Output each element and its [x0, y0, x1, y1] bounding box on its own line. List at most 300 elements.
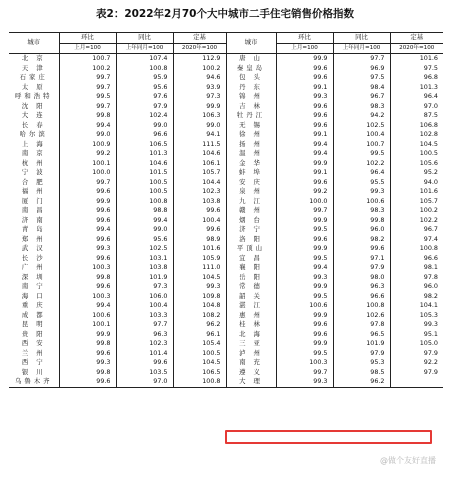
left-mom-cell: 99.2 [59, 149, 116, 159]
header-base-right: 定基 [390, 33, 443, 44]
table-row [9, 206, 443, 216]
right-yoy-cell: 97.5 [333, 73, 390, 83]
left-mom-cell: 99.6 [59, 349, 116, 359]
right-yoy-cell: 101.9 [333, 339, 390, 349]
right-base-cell: 97.9 [390, 349, 443, 359]
right-base-cell: 98.2 [390, 292, 443, 302]
right-city-cell: 扬 州 [226, 140, 276, 150]
right-mom-cell: 99.9 [276, 216, 333, 226]
table-row [9, 320, 443, 330]
left-yoy-cell: 95.6 [116, 83, 173, 93]
right-mom-cell: 99.6 [276, 330, 333, 340]
right-base-cell: 95.2 [390, 168, 443, 178]
left-mom-cell: 100.0 [59, 168, 116, 178]
left-yoy-cell: 97.7 [116, 320, 173, 330]
left-base-cell: 96.1 [173, 330, 226, 340]
left-yoy-cell: 97.9 [116, 102, 173, 112]
left-mom-cell: 99.4 [59, 121, 116, 131]
right-base-cell: 98.1 [390, 263, 443, 273]
table-row [9, 83, 443, 93]
left-city-cell: 哈尔滨 [19, 130, 48, 138]
left-yoy-cell: 101.5 [116, 168, 173, 178]
header-city-left: 城市 [9, 33, 59, 54]
right-yoy-cell: 100.6 [333, 197, 390, 207]
left-base-cell: 104.8 [173, 301, 226, 311]
right-base-cell: 101.6 [390, 54, 443, 64]
left-base-cell: 97.3 [173, 92, 226, 102]
right-base-cell: 105.0 [390, 339, 443, 349]
left-base-cell: 105.4 [173, 339, 226, 349]
left-city-cell: 成 都 [21, 310, 46, 319]
left-base-cell: 104.5 [173, 358, 226, 368]
table-row [9, 330, 443, 340]
right-base-cell: 101.3 [390, 83, 443, 93]
left-city-cell: 南 昌 [21, 206, 46, 214]
left-city-cell: 长 春 [21, 120, 46, 129]
right-base-cell: 94.0 [390, 178, 443, 188]
right-mom-cell: 99.5 [276, 292, 333, 302]
right-mom-cell: 99.7 [276, 368, 333, 378]
right-city-cell: 包 头 [226, 73, 276, 83]
left-yoy-cell: 103.3 [116, 311, 173, 321]
left-base-cell: 106.1 [173, 159, 226, 169]
left-mom-cell: 99.6 [59, 377, 116, 387]
right-base-cell: 97.8 [390, 273, 443, 283]
left-city-cell: 上 海 [21, 139, 46, 148]
left-base-cell: 99.6 [173, 225, 226, 235]
right-base-cell: 92.2 [390, 358, 443, 368]
left-yoy-cell: 96.6 [116, 130, 173, 140]
left-base-cell: 106.3 [173, 111, 226, 121]
header-mom-left: 环比 [59, 33, 116, 44]
left-yoy-cell: 99.0 [116, 225, 173, 235]
right-city-cell: 宜 昌 [226, 254, 276, 264]
right-base-cell: 97.5 [390, 64, 443, 74]
left-city-cell: 福 州 [21, 187, 46, 195]
left-base-cell: 100.8 [173, 377, 226, 387]
left-yoy-cell: 99.6 [116, 358, 173, 368]
left-mom-cell: 99.9 [59, 197, 116, 207]
right-yoy-cell: 98.2 [333, 235, 390, 245]
right-city-cell: 济 宁 [226, 225, 276, 235]
table-row [9, 130, 443, 140]
left-yoy-cell: 106.5 [116, 140, 173, 150]
left-base-cell: 104.5 [173, 273, 226, 283]
left-base-cell: 111.0 [173, 263, 226, 273]
right-city-cell: 丹 东 [226, 83, 276, 93]
right-yoy-cell: 96.9 [333, 64, 390, 74]
right-yoy-cell: 99.6 [333, 244, 390, 254]
left-mom-cell: 100.7 [59, 54, 116, 64]
table-row [9, 339, 443, 349]
table-row [9, 92, 443, 102]
right-yoy-cell: 97.1 [333, 254, 390, 264]
right-mom-cell: 99.6 [276, 320, 333, 330]
right-mom-cell: 99.5 [276, 225, 333, 235]
right-mom-cell: 99.4 [276, 149, 333, 159]
left-base-cell: 96.2 [173, 320, 226, 330]
right-yoy-cell: 95.5 [333, 178, 390, 188]
table-row [9, 102, 443, 112]
table-row [9, 216, 443, 226]
table-row [9, 377, 443, 387]
left-yoy-cell: 97.6 [116, 92, 173, 102]
right-yoy-cell: 100.8 [333, 301, 390, 311]
table-row [9, 254, 443, 264]
left-city-cell: 杭 州 [21, 158, 46, 167]
right-base-cell: 96.0 [390, 282, 443, 292]
left-city-cell: 济 南 [21, 215, 46, 224]
right-base-cell: 105.6 [390, 159, 443, 169]
right-yoy-cell: 98.3 [333, 102, 390, 112]
left-city-cell: 长 沙 [21, 253, 46, 262]
right-yoy-cell: 99.3 [333, 187, 390, 197]
left-mom-cell: 99.8 [59, 111, 116, 121]
right-city-cell: 无 锡 [226, 121, 276, 131]
left-city-cell: 北 京 [21, 54, 46, 62]
right-city-cell: 赣 州 [226, 206, 276, 216]
left-yoy-cell: 103.8 [116, 263, 173, 273]
left-mom-cell: 99.7 [59, 178, 116, 188]
right-city-cell: 桂 林 [226, 320, 276, 330]
right-mom-cell: 99.5 [276, 254, 333, 264]
header-mom-sub-right: 上月=100 [276, 43, 333, 54]
right-mom-cell: 99.6 [276, 178, 333, 188]
left-base-cell: 108.2 [173, 311, 226, 321]
table-row [9, 282, 443, 292]
right-city-cell: 蚌 埠 [226, 168, 276, 178]
right-yoy-cell: 97.9 [333, 263, 390, 273]
left-mom-cell: 99.4 [59, 301, 116, 311]
right-yoy-cell: 102.5 [333, 121, 390, 131]
right-yoy-cell: 99.5 [333, 149, 390, 159]
left-mom-cell: 99.8 [59, 339, 116, 349]
table-row [9, 197, 443, 207]
left-city-cell: 广 州 [21, 263, 46, 271]
table-row [9, 159, 443, 169]
left-base-cell: 109.8 [173, 292, 226, 302]
header-base-sub-right: 2020年=100 [390, 43, 443, 54]
left-base-cell: 94.1 [173, 130, 226, 140]
right-city-cell: 徐 州 [226, 130, 276, 140]
left-mom-cell: 99.7 [59, 102, 116, 112]
left-mom-cell: 99.3 [59, 358, 116, 368]
left-city-cell: 太 原 [21, 82, 46, 91]
left-city-cell: 郑 州 [21, 234, 46, 243]
left-base-cell: 100.2 [173, 64, 226, 74]
right-yoy-cell: 96.4 [333, 168, 390, 178]
left-yoy-cell: 95.6 [116, 235, 173, 245]
right-mom-cell: 99.2 [276, 187, 333, 197]
right-city-cell: 惠 州 [226, 311, 276, 321]
left-mom-cell: 99.7 [59, 83, 116, 93]
right-yoy-cell: 97.9 [333, 349, 390, 359]
right-base-cell: 97.9 [390, 368, 443, 378]
right-yoy-cell: 100.7 [333, 140, 390, 150]
right-base-cell: 102.2 [390, 216, 443, 226]
right-mom-cell: 99.9 [276, 244, 333, 254]
left-mom-cell: 99.0 [59, 130, 116, 140]
table-row [9, 149, 443, 159]
right-mom-cell: 100.3 [276, 358, 333, 368]
left-base-cell: 99.6 [173, 206, 226, 216]
left-yoy-cell: 97.3 [116, 282, 173, 292]
right-mom-cell: 99.9 [276, 282, 333, 292]
right-city-cell: 泉 州 [226, 187, 276, 197]
right-mom-cell: 99.6 [276, 64, 333, 74]
left-mom-cell: 99.6 [59, 282, 116, 292]
right-yoy-cell: 99.8 [333, 216, 390, 226]
left-city-cell: 兰 州 [21, 348, 46, 357]
left-city-cell: 厦 门 [21, 196, 46, 205]
left-mom-cell: 99.7 [59, 73, 116, 83]
left-city-cell: 贵 阳 [21, 329, 46, 338]
table-row [9, 121, 443, 131]
right-yoy-cell: 96.7 [333, 92, 390, 102]
right-yoy-cell: 95.3 [333, 358, 390, 368]
right-yoy-cell: 94.2 [333, 111, 390, 121]
right-mom-cell: 99.5 [276, 349, 333, 359]
right-city-cell: 三 亚 [226, 339, 276, 349]
right-city-cell: 常 德 [226, 282, 276, 292]
left-mom-cell: 99.6 [59, 254, 116, 264]
table-row [9, 349, 443, 359]
table-row [9, 73, 443, 83]
left-base-cell: 104.4 [173, 178, 226, 188]
right-mom-cell: 99.6 [276, 111, 333, 121]
left-city-cell: 石家庄 [19, 73, 48, 81]
left-yoy-cell: 103.5 [116, 368, 173, 378]
right-base-cell: 104.1 [390, 301, 443, 311]
watermark: @做个友好直播 [380, 456, 436, 465]
left-mom-cell: 100.1 [59, 159, 116, 169]
right-base-cell: 105.3 [390, 311, 443, 321]
right-mom-cell: 99.9 [276, 159, 333, 169]
left-yoy-cell: 101.3 [116, 149, 173, 159]
left-city-cell: 宁 波 [21, 168, 46, 176]
left-base-cell: 103.8 [173, 197, 226, 207]
table-row [9, 111, 443, 121]
left-yoy-cell: 100.5 [116, 187, 173, 197]
left-city-cell: 西 安 [21, 339, 46, 347]
header-yoy-left: 同比 [116, 33, 173, 44]
right-base-cell: 96.7 [390, 225, 443, 235]
left-city-cell: 银 川 [21, 367, 46, 376]
left-mom-cell: 99.6 [59, 216, 116, 226]
right-city-cell: 温 州 [226, 149, 276, 159]
right-city-cell: 吉 林 [226, 102, 276, 112]
right-city-cell: 泸 州 [226, 349, 276, 359]
left-yoy-cell: 95.9 [116, 73, 173, 83]
right-mom-cell: 99.3 [276, 92, 333, 102]
left-yoy-cell: 97.0 [116, 377, 173, 387]
right-yoy-cell: 96.2 [333, 377, 390, 387]
header-yoy-right: 同比 [333, 33, 390, 44]
left-yoy-cell: 107.4 [116, 54, 173, 64]
left-mom-cell: 99.5 [59, 92, 116, 102]
right-mom-cell: 99.6 [276, 235, 333, 245]
table-row [9, 235, 443, 245]
right-base-cell: 100.5 [390, 149, 443, 159]
left-yoy-cell: 98.8 [116, 206, 173, 216]
table-row [9, 263, 443, 273]
right-city-cell: 平顶山 [226, 244, 276, 254]
left-yoy-cell: 99.4 [116, 216, 173, 226]
header-mom-sub-left: 上月=100 [59, 43, 116, 54]
right-city-cell: 大 理 [226, 377, 276, 387]
table-body [9, 54, 443, 388]
right-city-cell: 锦 州 [226, 92, 276, 102]
table-row [9, 64, 443, 74]
right-base-cell: 105.7 [390, 197, 443, 207]
right-city-cell: 湛 江 [226, 301, 276, 311]
right-mom-cell: 99.3 [276, 273, 333, 283]
right-mom-cell: 99.9 [276, 339, 333, 349]
left-yoy-cell: 102.3 [116, 339, 173, 349]
right-base-cell: 97.4 [390, 235, 443, 245]
right-base-cell [390, 377, 443, 387]
right-mom-cell: 99.1 [276, 83, 333, 93]
right-yoy-cell: 96.5 [333, 330, 390, 340]
left-yoy-cell: 104.6 [116, 159, 173, 169]
left-base-cell: 100.4 [173, 216, 226, 226]
right-city-cell: 北 海 [226, 330, 276, 340]
right-base-cell: 100.2 [390, 206, 443, 216]
right-mom-cell: 99.9 [276, 311, 333, 321]
right-mom-cell: 99.1 [276, 168, 333, 178]
header-base-left: 定基 [173, 33, 226, 44]
right-city-cell: 洛 阳 [226, 235, 276, 245]
right-city-cell: 襄 阳 [226, 263, 276, 273]
right-city-cell: 安 庆 [226, 178, 276, 188]
page-title: 表2：2022年2月70个大中城市二手住宅销售价格指数 [96, 8, 354, 20]
right-mom-cell: 99.6 [276, 73, 333, 83]
highlight-box [225, 430, 432, 444]
right-base-cell: 97.0 [390, 102, 443, 112]
left-base-cell: 112.9 [173, 54, 226, 64]
right-mom-cell: 99.7 [276, 206, 333, 216]
right-base-cell: 96.8 [390, 73, 443, 83]
right-city-cell: 岳 阳 [226, 273, 276, 283]
left-base-cell: 105.9 [173, 254, 226, 264]
right-yoy-cell: 98.5 [333, 368, 390, 378]
table-row [9, 301, 443, 311]
right-yoy-cell: 98.4 [333, 83, 390, 93]
left-base-cell: 111.5 [173, 140, 226, 150]
left-city-cell: 重 庆 [21, 301, 46, 309]
left-yoy-cell: 103.1 [116, 254, 173, 264]
left-city-cell: 乌鲁木齐 [9, 377, 59, 387]
left-mom-cell: 100.1 [59, 320, 116, 330]
table-row [9, 225, 443, 235]
right-mom-cell: 99.1 [276, 130, 333, 140]
left-mom-cell: 99.8 [59, 273, 116, 283]
left-mom-cell: 99.8 [59, 368, 116, 378]
right-mom-cell: 99.9 [276, 54, 333, 64]
header-base-sub-left: 2020年=100 [173, 43, 226, 54]
left-base-cell: 102.3 [173, 187, 226, 197]
left-city-cell: 沈 阳 [21, 101, 46, 110]
left-city-cell: 南 京 [21, 149, 46, 157]
left-base-cell: 104.6 [173, 149, 226, 159]
left-mom-cell: 100.9 [59, 140, 116, 150]
table-row [9, 273, 443, 283]
table-row [9, 292, 443, 302]
left-city-cell: 天 津 [21, 63, 46, 72]
left-yoy-cell: 101.4 [116, 349, 173, 359]
table-row [9, 358, 443, 368]
left-yoy-cell: 100.8 [116, 64, 173, 74]
header-yoy-sub-left: 上年同月=100 [116, 43, 173, 54]
left-yoy-cell: 100.5 [116, 178, 173, 188]
right-yoy-cell: 97.7 [333, 54, 390, 64]
left-mom-cell: 99.9 [59, 330, 116, 340]
table-row [9, 244, 443, 254]
right-base-cell: 106.8 [390, 121, 443, 131]
left-base-cell: 101.6 [173, 244, 226, 254]
right-city-cell: 唐 山 [226, 54, 276, 64]
left-base-cell: 99.9 [173, 102, 226, 112]
left-mom-cell: 100.3 [59, 292, 116, 302]
left-yoy-cell: 101.9 [116, 273, 173, 283]
right-base-cell: 102.8 [390, 130, 443, 140]
left-city-cell: 深 圳 [21, 272, 46, 281]
left-yoy-cell: 102.4 [116, 111, 173, 121]
right-yoy-cell: 96.6 [333, 292, 390, 302]
right-city-cell: 烟 台 [226, 216, 276, 226]
left-mom-cell: 99.6 [59, 206, 116, 216]
left-base-cell: 99.3 [173, 282, 226, 292]
left-city-cell: 呼和浩特 [14, 92, 53, 100]
left-mom-cell: 100.6 [59, 311, 116, 321]
left-yoy-cell: 102.5 [116, 244, 173, 254]
left-mom-cell: 99.3 [59, 244, 116, 254]
left-mom-cell: 99.4 [59, 225, 116, 235]
right-city-cell: 牡丹江 [226, 111, 276, 121]
table-row [9, 168, 443, 178]
table-row [9, 140, 443, 150]
left-base-cell: 100.5 [173, 349, 226, 359]
left-mom-cell: 100.2 [59, 64, 116, 74]
right-base-cell: 104.5 [390, 140, 443, 150]
right-city-cell: 韶 关 [226, 292, 276, 302]
left-mom-cell: 99.6 [59, 187, 116, 197]
right-base-cell: 95.1 [390, 330, 443, 340]
right-mom-cell: 99.6 [276, 121, 333, 131]
right-base-cell: 101.6 [390, 187, 443, 197]
right-city-cell: 秦皇岛 [226, 64, 276, 74]
header-city-right: 城市 [226, 33, 276, 54]
left-base-cell: 105.7 [173, 168, 226, 178]
left-yoy-cell: 99.0 [116, 121, 173, 131]
left-city-cell: 昆 明 [21, 320, 46, 328]
right-mom-cell: 99.4 [276, 263, 333, 273]
right-yoy-cell: 96.0 [333, 225, 390, 235]
right-base-cell: 99.3 [390, 320, 443, 330]
left-city-cell: 大 连 [21, 111, 46, 119]
right-yoy-cell: 97.8 [333, 320, 390, 330]
left-mom-cell: 99.6 [59, 235, 116, 245]
table-row [9, 187, 443, 197]
left-base-cell: 106.5 [173, 368, 226, 378]
right-mom-cell: 99.6 [276, 102, 333, 112]
right-yoy-cell: 98.0 [333, 273, 390, 283]
left-city-cell: 西 宁 [21, 358, 46, 366]
header-mom-right: 环比 [276, 33, 333, 44]
right-city-cell: 南 充 [226, 358, 276, 368]
right-yoy-cell: 102.6 [333, 311, 390, 321]
left-city-cell: 武 汉 [21, 244, 46, 252]
